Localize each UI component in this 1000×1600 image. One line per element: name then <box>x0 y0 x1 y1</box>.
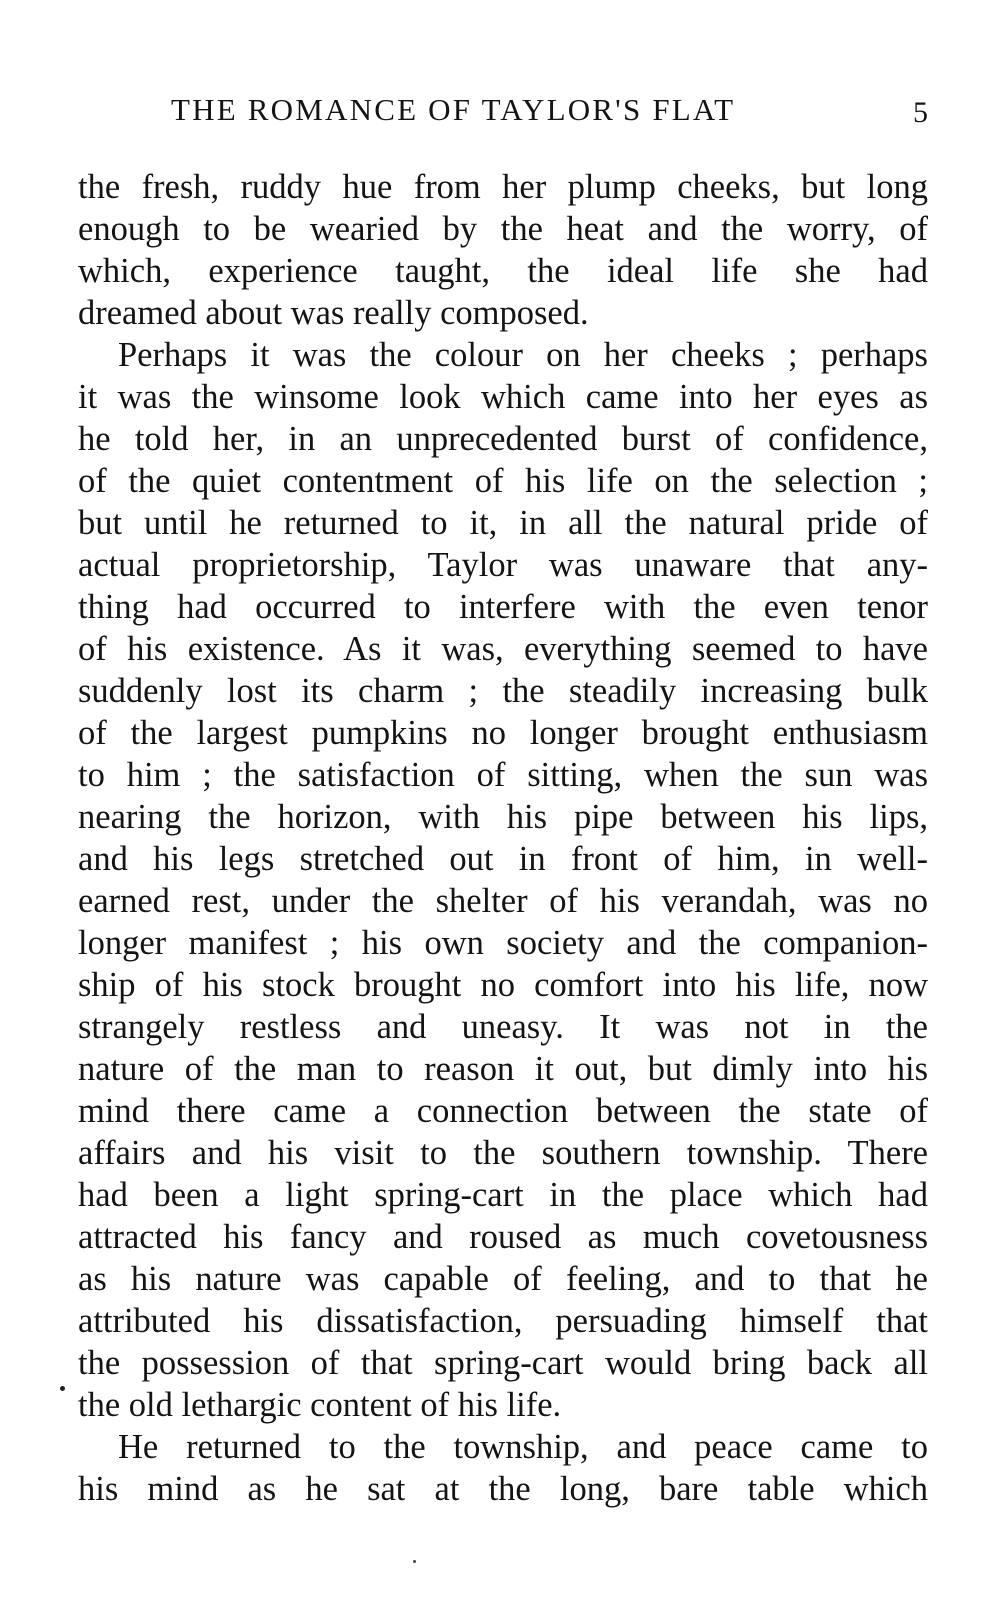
text-line: earned rest, under the shelter of his verandah, was no <box>78 882 928 920</box>
text-line: attributed his dissatisfaction, persuading himself that <box>78 1302 928 1340</box>
text-line: but until he returned to it, in all the natural pride of <box>78 504 928 542</box>
text-line: mind there came a connection between the state of <box>78 1092 928 1130</box>
text-line: it was the winsome look which came into her eyes as <box>78 378 928 416</box>
text-line: of the largest pumpkins no longer brought enthusiasm <box>78 714 928 752</box>
text-line: the old lethargic content of his life. <box>78 1386 562 1424</box>
text-line: the fresh, ruddy hue from her plump cheeks, but long <box>78 168 928 206</box>
text-line: He returned to the township, and peace came to <box>118 1428 928 1466</box>
scan-speck <box>413 1560 416 1563</box>
text-line: had been a light spring-cart in the place which had <box>78 1176 928 1214</box>
text-line: thing had occurred to interfere with the even tenor <box>78 588 928 626</box>
text-line: dreamed about was really composed. <box>78 294 589 332</box>
text-line: of his existence. As it was, everything seemed to have <box>78 630 928 668</box>
text-line: his mind as he sat at the long, bare table which <box>78 1470 928 1508</box>
text-line: which, experience taught, the ideal life she had <box>78 252 928 290</box>
text-line: and his legs stretched out in front of him, in well- <box>78 840 928 878</box>
text-line: ship of his stock brought no comfort into his life, now <box>78 966 928 1004</box>
body-text <box>78 166 928 1510</box>
text-line: enough to be wearied by the heat and the worry, of <box>78 210 928 248</box>
text-line: he told her, in an unprecedented burst of confidence, <box>78 420 928 458</box>
page-number: 5 <box>913 96 928 129</box>
text-line: the possession of that spring-cart would bring back all <box>78 1344 928 1382</box>
text-line: Perhaps it was the colour on her cheeks ; perhaps <box>118 336 928 374</box>
text-line: as his nature was capable of feeling, and to that he <box>78 1260 928 1298</box>
text-line: of the quiet contentment of his life on the selection ; <box>78 462 928 500</box>
text-line: longer manifest ; his own society and the companion- <box>78 924 928 962</box>
text-line: affairs and his visit to the southern township. There <box>78 1134 928 1172</box>
text-line: strangely restless and uneasy. It was not in the <box>78 1008 928 1046</box>
text-line: attracted his fancy and roused as much covetousness <box>78 1218 928 1256</box>
text-line: suddenly lost its charm ; the steadily increasing bulk <box>78 672 928 710</box>
text-line: nearing the horizon, with his pipe between his lips, <box>78 798 928 836</box>
running-head <box>78 92 928 132</box>
margin-dot <box>60 1386 65 1391</box>
text-line: nature of the man to reason it out, but dimly into his <box>78 1050 928 1088</box>
text-line: to him ; the satisfaction of sitting, when the sun was <box>78 756 928 794</box>
running-title: THE ROMANCE OF TAYLOR'S FLAT <box>171 92 736 127</box>
text-line: actual proprietorship, Taylor was unaware that any- <box>78 546 928 584</box>
